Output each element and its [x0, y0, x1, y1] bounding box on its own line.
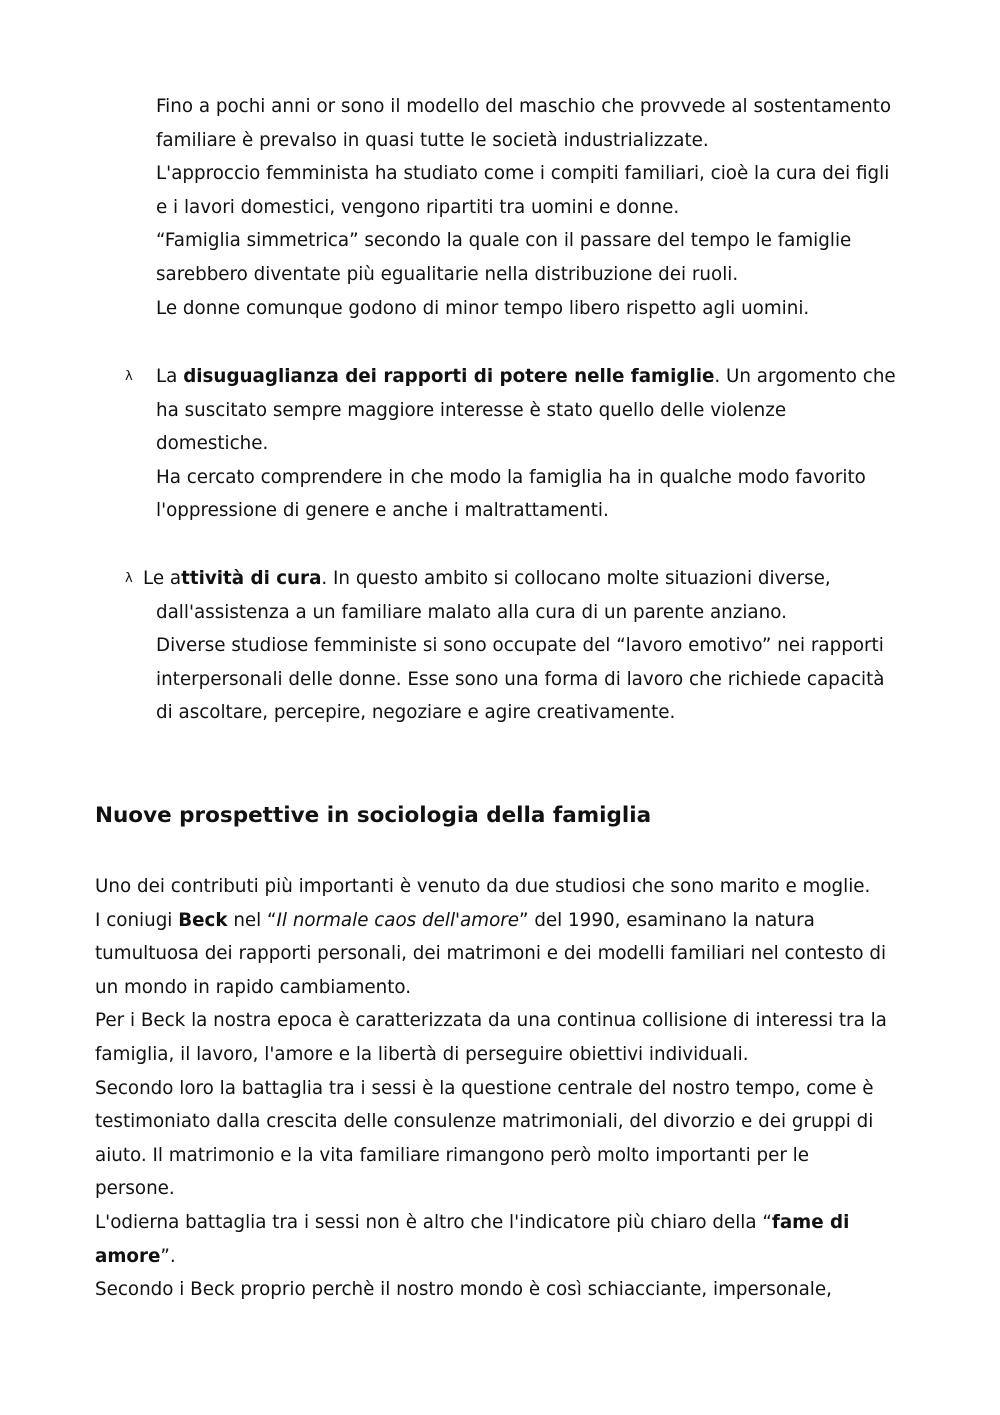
- bold-term: disuguaglianza dei rapporti di potere nelle famiglie: [183, 366, 715, 387]
- body-paragraph: [95, 870, 915, 1307]
- text-line: Secondo loro la battaglia tra i sessi è la questione centrale del nostro tempo, come è: [95, 1077, 874, 1099]
- text-line: Uno dei contributi più importanti è venuto da due studiosi che sono marito e moglie.: [95, 876, 871, 897]
- bullet-first-line: [143, 562, 923, 596]
- text-line: tumultuosa dei rapporti personali, dei matrimoni e dei modelli familiari nel contesto di: [95, 943, 887, 965]
- text-line: L'approccio femminista ha studiato come i compiti familiari, cioè la cura dei figli: [156, 163, 890, 185]
- bold-term: fame di: [771, 1211, 850, 1233]
- text-line: “Famiglia simmetrica” secondo la quale con il passare del tempo le famiglie: [156, 230, 852, 252]
- bold-term: amore: [95, 1245, 161, 1267]
- text-line: un mondo in rapido cambiamento.: [95, 976, 412, 998]
- text-run: . Un argomento che: [714, 366, 896, 387]
- text-line: familiare è prevalso in quasi tutte le società industrializzate.: [156, 129, 709, 151]
- text-run: ”.: [160, 1245, 176, 1267]
- bold-term: Beck: [178, 909, 228, 931]
- bullet-item-care-first-line: [143, 562, 923, 596]
- text-run: I coniugi: [95, 909, 179, 931]
- text-line: famiglia, il lavoro, l'amore e la libertà di perseguire obiettivi individuali.: [95, 1043, 749, 1065]
- bullet-item-care: [156, 596, 916, 730]
- book-title: Il normale caos dell'amore: [276, 909, 520, 931]
- text-line: ha suscitato sempre maggiore interesse è stato quello delle violenze: [156, 399, 787, 421]
- bullet-item-power: [156, 360, 916, 528]
- text-line: sarebbero diventate più egualitarie nella distribuzione dei ruoli.: [156, 263, 739, 285]
- text-run: . In questo ambito si collocano molte situazioni diverse,: [321, 568, 831, 589]
- lambda-bullet-icon: λ: [125, 571, 133, 586]
- text-line: persone.: [95, 1178, 175, 1200]
- section-title: Nuove prospettive in sociologia della famiglia: [95, 803, 652, 828]
- text-line: Per i Beck la nostra epoca è caratterizzata da una continua collisione di interessi tra la: [95, 1010, 887, 1032]
- text-line: domestiche.: [156, 433, 269, 455]
- intro-paragraph: [156, 90, 916, 325]
- text-line: interpersonali delle donne. Esse sono una forma di lavoro che richiede capacità: [156, 668, 885, 690]
- fame-line-continued: [95, 1240, 915, 1274]
- text-line: testimoniato dalla crescita delle consulenze matrimoniali, del divorzio e dei gruppi di: [95, 1111, 874, 1133]
- bold-term: ttività di cura: [181, 568, 322, 589]
- text-line: aiuto. Il matrimonio e la vita familiare rimangono però molto importanti per le: [95, 1144, 809, 1166]
- text-line: Secondo i Beck proprio perchè il nostro mondo è così schiacciante, impersonale,: [95, 1279, 832, 1301]
- text-run: nel “: [227, 909, 277, 931]
- text-run: La: [156, 366, 184, 387]
- text-line: Fino a pochi anni or sono il modello del maschio che provvede al sostentamento: [156, 96, 892, 117]
- text-line: e i lavori domestici, vengono ripartiti tra uomini e donne.: [156, 196, 680, 218]
- text-line: Ha cercato comprendere in che modo la famiglia ha in qualche modo favorito: [156, 466, 866, 488]
- lambda-bullet-icon: λ: [125, 369, 133, 384]
- text-run: ” del 1990, esaminano la natura: [519, 909, 815, 931]
- bullet-first-line: [156, 360, 916, 394]
- text-run: L'odierna battaglia tra i sessi non è altro che l'indicatore più chiaro della “: [95, 1211, 772, 1233]
- text-line: di ascoltare, percepire, negoziare e agire creativamente.: [156, 702, 676, 724]
- text-line: dall'assistenza a un familiare malato alla cura di un parente anziano.: [156, 601, 787, 623]
- text-line: Diverse studiose femministe si sono occupate del “lavoro emotivo” nei rapporti: [156, 635, 884, 657]
- fame-line: [95, 1206, 915, 1240]
- text-line: l'oppressione di genere e anche i maltrattamenti.: [156, 500, 609, 522]
- text-line: Le donne comunque godono di minor tempo libero rispetto agli uomini.: [156, 297, 810, 319]
- beck-line: [95, 904, 915, 938]
- text-run: Le a: [143, 568, 182, 589]
